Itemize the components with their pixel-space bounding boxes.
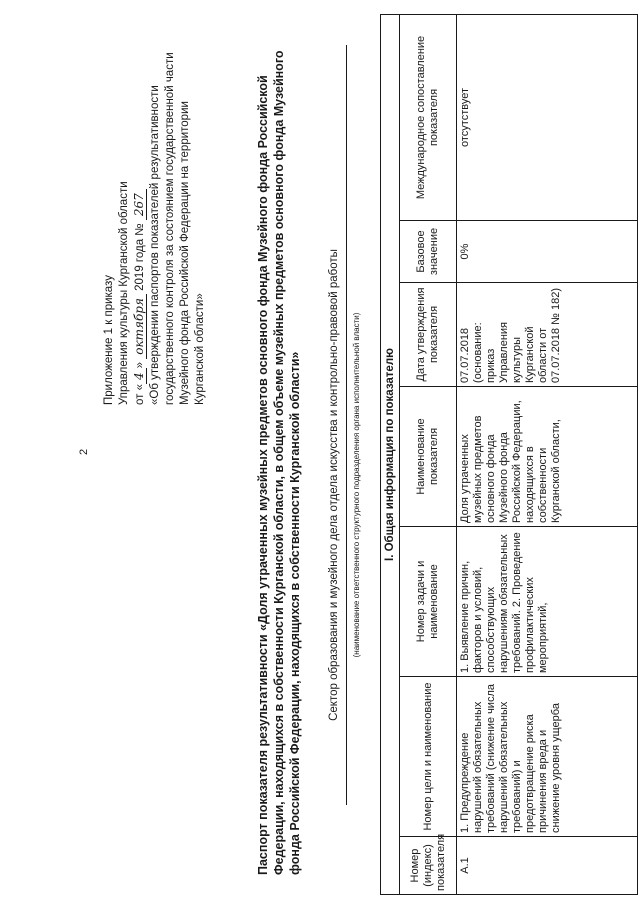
appendix-block — [102, 45, 208, 405]
handwritten-month: октября — [132, 294, 147, 359]
header-index: Номер (индекс) показателя — [400, 837, 457, 895]
cell-index: А.1 — [457, 837, 638, 895]
handwritten-order-number: 267 — [132, 189, 147, 220]
header-indicator: Наименование показателя — [400, 387, 457, 527]
document-title: Паспорт показателя результативности «Доля утраченных музейных предметов основного фонда Музейного фонда Российской Федерации, находящихся в собственности Курганской области, в общем объеме музейных предметов основного фонда Музейного фонда Российской Федерации, находящихся в собственности Курганской области» — [256, 50, 302, 875]
appendix-date-line — [132, 45, 148, 405]
page-number: 2 — [78, 448, 90, 455]
appendix-line-1: Приложение 1 к приказу — [103, 275, 115, 405]
header-approval-date: Дата утверждения показателя — [400, 283, 457, 387]
department-underline — [346, 45, 347, 805]
header-goal: Номер цели и наименование — [400, 677, 457, 837]
cell-base-value: 0% — [457, 221, 638, 283]
handwritten-day: 4 — [132, 368, 147, 384]
cell-task: 1. Выявление причин, факторов и условий, способствующих нарушениям обязательных требований. 2. Проведение профилактических мероприятий, — [457, 527, 638, 677]
header-international: Международное сопоставление показателя — [400, 15, 457, 221]
date-mid: » — [134, 361, 146, 369]
cell-goal: 1. Предупреждение нарушений обязательных требований (снижение числа нарушений обязательных требований) и предотвращение риска причинения вреда и снижение уровня ущерба — [457, 677, 638, 837]
cell-approval-date: 07.07.2018 (основание: приказ Управления культуры Курганской области от 07.07.2018 № 182) — [457, 283, 638, 387]
table-row — [457, 15, 638, 895]
section-title: I. Общая информация по показателю — [381, 15, 400, 895]
header-task: Номер задачи и наименование — [400, 527, 457, 677]
cell-indicator: Доля утраченных музейных предметов основного фонда Музейного фонда Российской Федерации, находящихся в собственности Курганской области, — [457, 387, 638, 527]
info-table — [380, 14, 638, 895]
cell-international: отсутствует — [457, 15, 638, 221]
department-name: Сектор образования и музейного дела отдела искусства и контрольно-правовой работы — [328, 249, 340, 721]
date-prefix: от « — [134, 383, 146, 405]
appendix-line-2: Управления культуры Курганской области — [118, 181, 130, 405]
department-caption: (наименование ответственного структурного подразделения органа исполнительной власти) — [352, 312, 361, 658]
appendix-subject: «Об утверждении паспортов показателей результативности государственного контроля за состоянием государственной части Музейного фонда Российской Федерации на территории Курганской области» — [149, 52, 206, 405]
year-text: 2019 года № — [134, 223, 146, 291]
header-base-value: Базовое значение — [400, 221, 457, 283]
